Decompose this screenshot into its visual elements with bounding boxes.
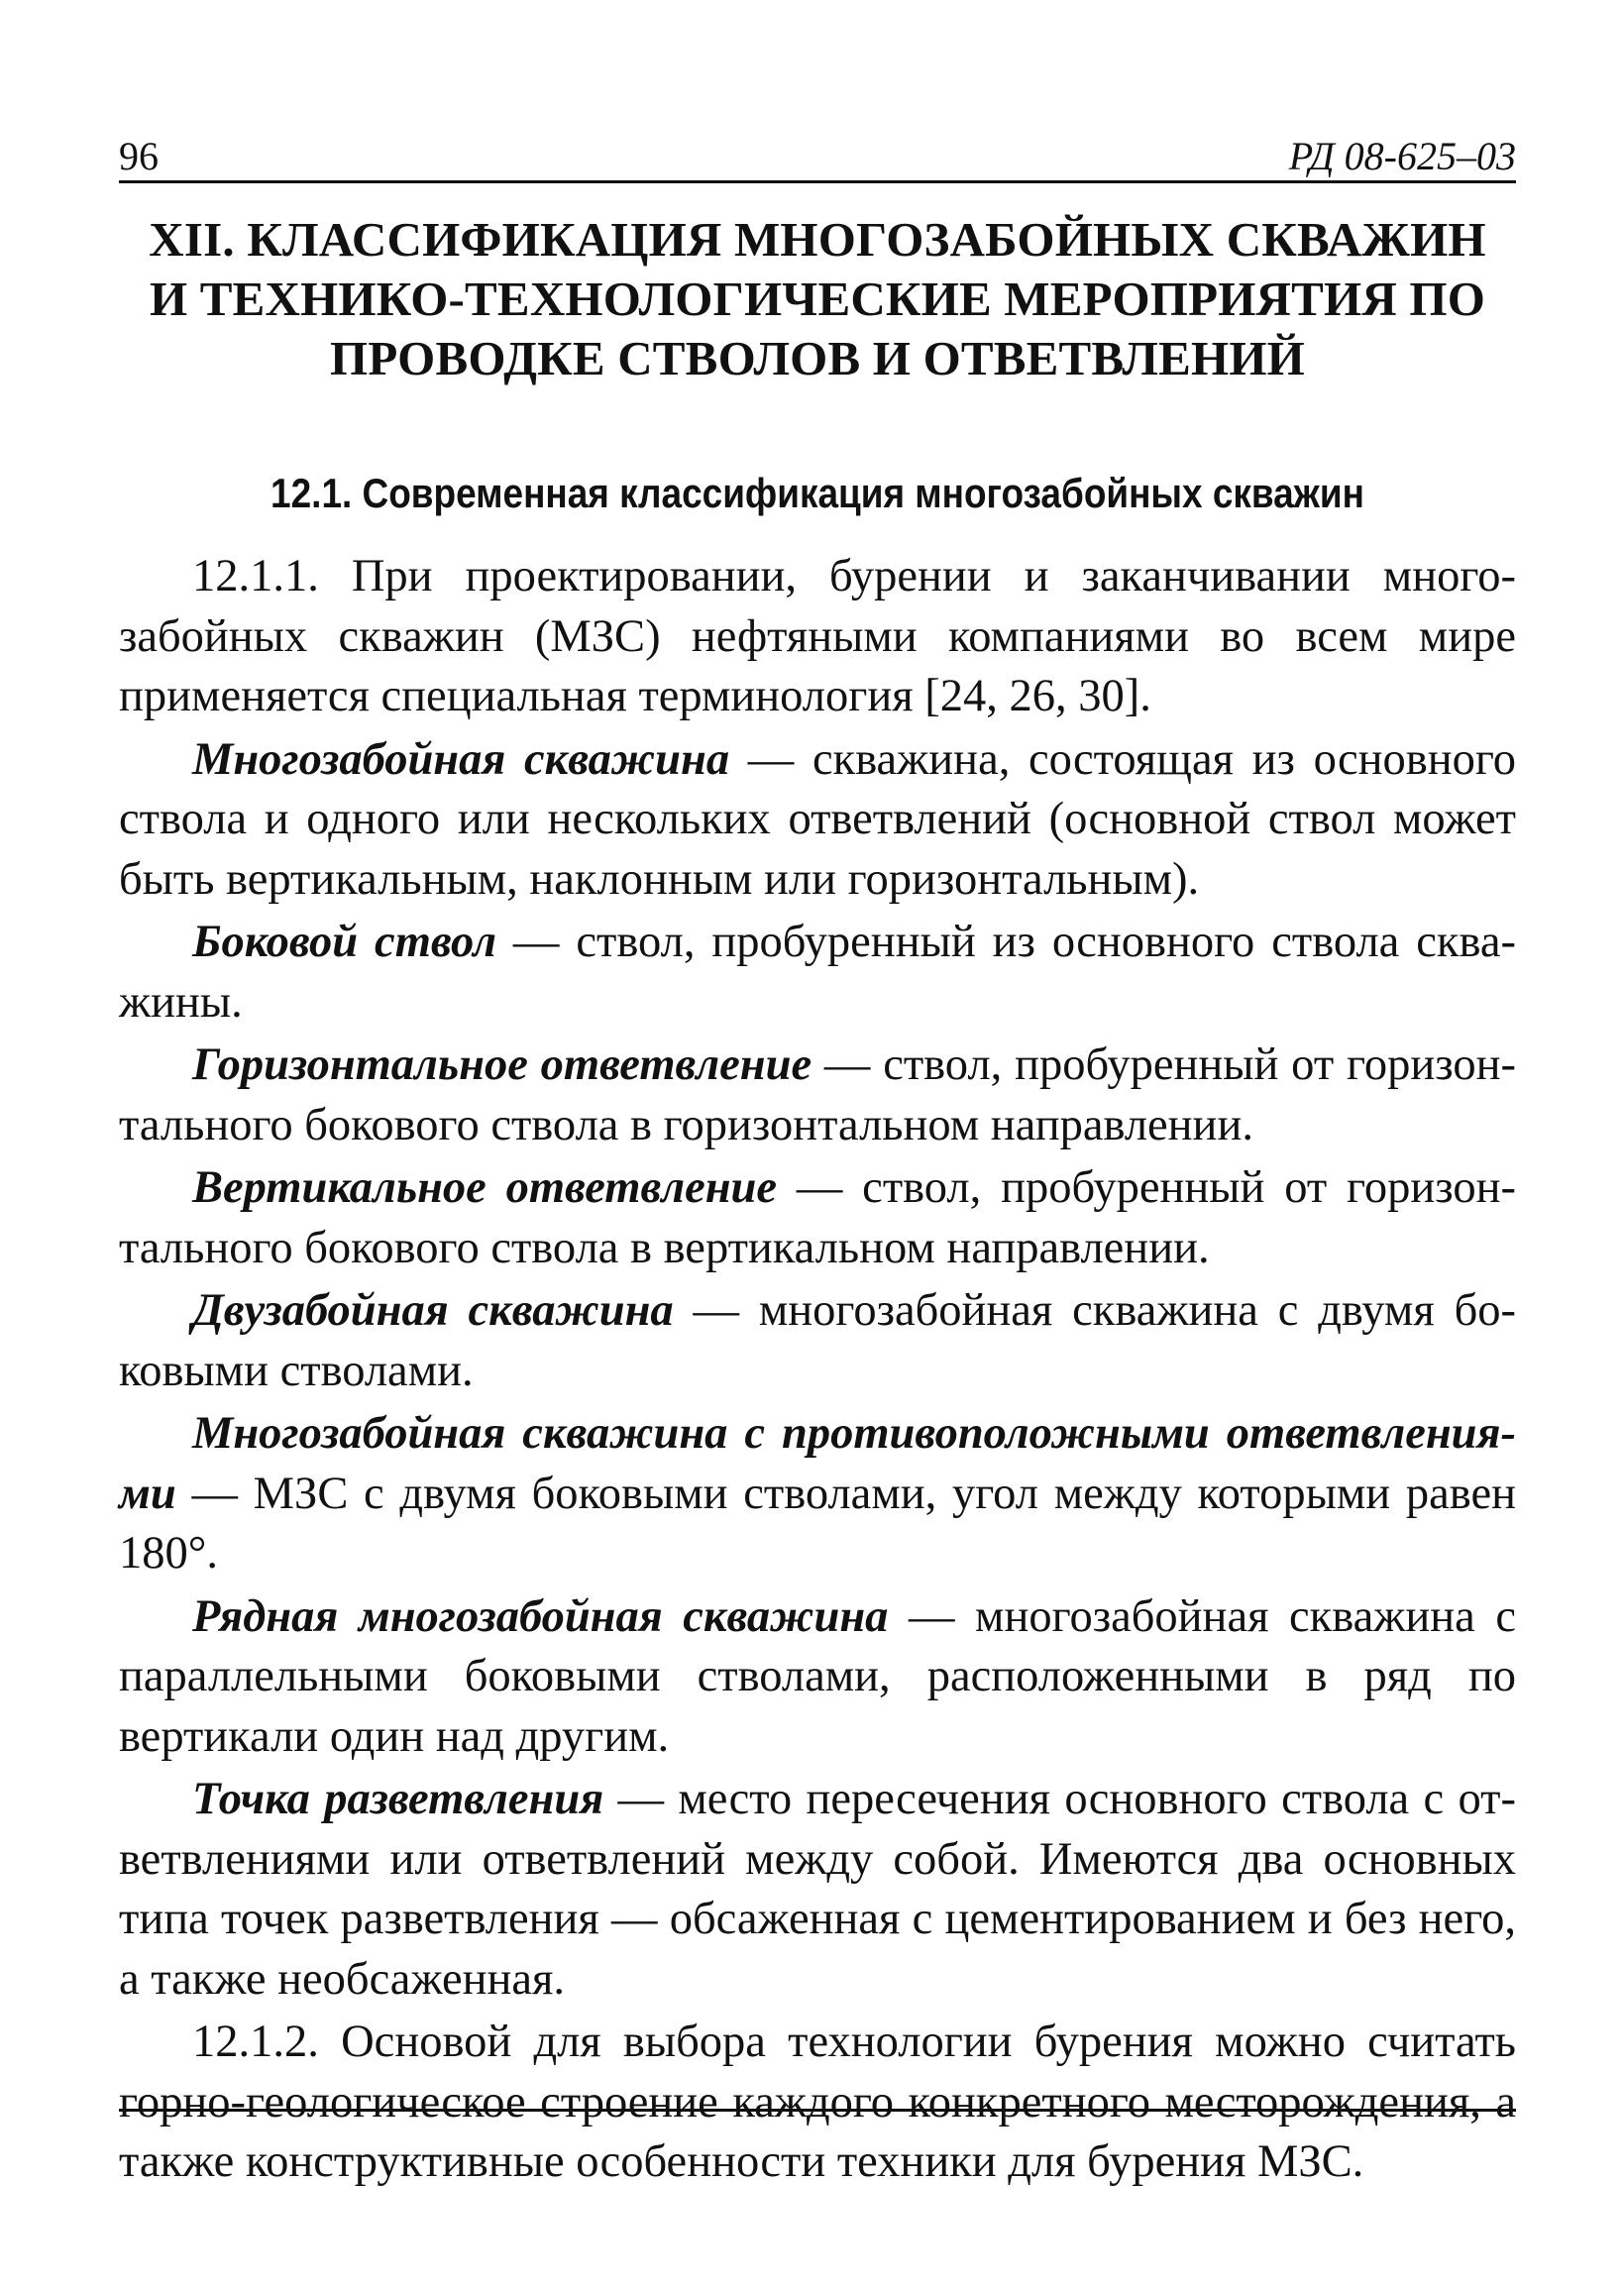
definition-text: — место пересечения основного ствола с ответвлениями или ответвлений между собой. Имеются два основных типа точек разветвления — обсаженная с цементированием и без него, а также необсаженная.	[119, 1774, 1517, 2005]
definition-vertical-branch	[119, 1158, 1516, 1278]
definition-text: — ствол, пробуренный от горизонтального бокового ствола в горизонтальном направлении.	[119, 1039, 1516, 1150]
definition-term: Многозабойная скважина с противоположными ответвлениями	[119, 1408, 1516, 1519]
definition-text: — скважина, состоящая из основного ствола и одного или нескольких ответвлений (основной ствол может быть вертикальным, наклонным или горизонтальным).	[119, 733, 1517, 905]
chapter-title-line: ПРОВОДКЕ СТВОЛОВ И ОТВЕТВЛЕНИЙ	[330, 331, 1305, 385]
definition-term: Вертикальное ответвление	[192, 1162, 778, 1213]
page-number: 96	[119, 134, 159, 178]
section-title: 12.1. Современная классификация многозабойных скважин	[271, 470, 1364, 516]
definition-opposed-laterals-well	[119, 1404, 1516, 1584]
definition-term: Рядная многозабойная скважина	[192, 1590, 889, 1642]
definition-junction-point	[119, 1770, 1516, 2010]
body-text	[119, 547, 1516, 2196]
definition-multilateral-well	[119, 730, 1516, 911]
definition-text: — многозабойная скважина с параллельными боковыми стволами, расположенными в ряд по вертикали один над другим.	[119, 1590, 1516, 1762]
chapter-title	[119, 210, 1516, 388]
definition-term: Боковой ствол	[192, 917, 496, 967]
definition-stacked-multilateral-well	[119, 1587, 1516, 1768]
definition-text: — многозабойная скважина с двумя боковыми стволами.	[119, 1285, 1516, 1396]
paragraph-12-1-2: 12.1.2. Основой для выбора технологии бурения можно считать горно-геологическое строение каждого конкретного месторождения, а также конструктивные особенности техники для бурения МЗС.	[119, 2017, 1516, 2187]
definition-horizontal-branch	[119, 1036, 1516, 1155]
definition-text: — МЗС с двумя боковыми стволами, угол между которыми равен 180°.	[119, 1468, 1516, 1579]
chapter-title-line: И ТЕХНИКО-ТЕХНОЛОГИЧЕСКИЕ МЕРОПРИЯТИЯ ПО	[149, 272, 1486, 326]
definition-term: Точка разветвления	[192, 1774, 604, 1824]
definition-dual-lateral-well	[119, 1281, 1516, 1401]
definition-text: — ствол, пробуренный из основного ствола скважины.	[119, 917, 1516, 1028]
chapter-title-line: XII. КЛАССИФИКАЦИЯ МНОГОЗАБОЙНЫХ СКВАЖИН	[149, 212, 1486, 267]
running-header	[119, 131, 1516, 183]
definition-sidetrack	[119, 913, 1516, 1033]
bottom-rule	[119, 2109, 1516, 2112]
paragraph-12-1-1: 12.1.1. При проектировании, бурении и заканчивании многозабойных скважин (МЗС) нефтяными компаниями во всем мире применяется специальная терминология [24, 26, 30].	[119, 551, 1516, 721]
definition-term: Многозабойная скважина	[192, 733, 730, 785]
definition-term: Двузабойная скважина	[192, 1285, 674, 1336]
document-code: РД 08-625–03	[1288, 134, 1516, 178]
definition-text: — ствол, пробуренный от горизонтального бокового ствола в вертикальном направлении.	[119, 1162, 1516, 1273]
definition-term: Горизонтальное ответвление	[192, 1039, 812, 1090]
